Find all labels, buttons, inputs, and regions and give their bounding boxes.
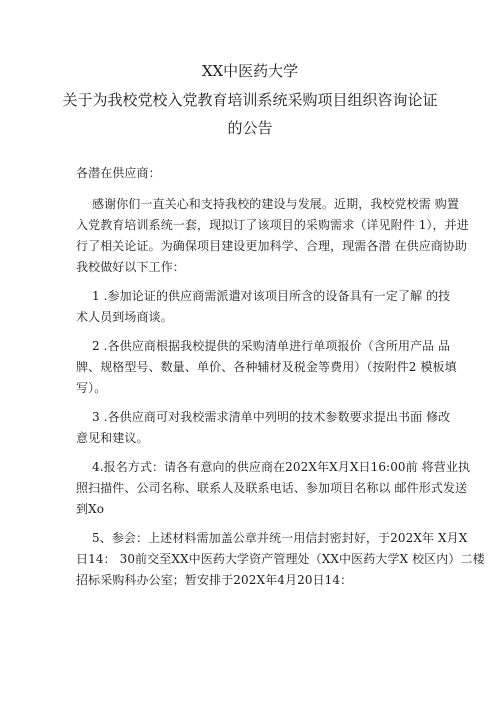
paragraph-line: 到Xo [76,502,105,516]
document-title-main: 关于为我校党校入党教育培训系统采购项目组织咨询论证 [62,91,438,109]
paragraph-line: 日14： 30前交至XX中医药大学资产管理处（XX中医药大学X 校区内）二楼 [76,552,485,566]
paragraph-line: 感谢你们一直关心和支持我校的建设与发展。近期，我校党校需 购置 [92,197,459,211]
salutation: 各潜在供应商： [76,166,161,180]
paragraph-line: 2 .各供应商根据我校提供的采购清单进行单项报价（含所用产品 品 [92,339,451,353]
paragraph-line: 术人员到场商谈。 [76,310,173,324]
document-title-suffix: 的公告 [227,119,273,137]
paragraph-line: 5、参会：上述材料需加盖公章并统一用信封密封好，于202X年 X月X [92,531,468,545]
paragraph-line: 4.报名方式：请各有意向的供应商在202X年X月X日16:00前 将营业执 [92,460,471,474]
paragraph-line: 1 .参加论证的供应商需派遣对该项目所含的设备具有一定了解 的技 [92,289,451,303]
document-title-org: XX中医药大学 [201,62,299,80]
paragraph-line: 照扫描件、公司名称、联系人及联系电话、参加项目名称以 邮件形式发送 [76,481,468,495]
paragraph-line: 招标采购科办公室；暂安排于202X年4月20日14： [76,573,353,587]
document-body [76,163,485,591]
paragraph-line: 牌、规格型号、数量、单价、各种辅材及税金等费用）（按附件2 模板填 [76,360,457,374]
paragraph-line: 写）。 [76,381,107,395]
paragraph-line: 我校做好以下工作： [76,260,185,274]
paragraph-line: 3 .各供应商可对我校需求清单中列明的技术参数要求提出书面 修改 [92,410,451,424]
paragraph-line: 入党教育培训系统一套，现拟订了该项目的采购需求（详见附件 1），并进 [76,218,469,232]
paragraph-line: 行了相关论证。为确保项目建设更加科学、合理，现需各潜 在供应商协助 [76,239,468,253]
paragraph-line: 意见和建议。 [76,431,149,445]
